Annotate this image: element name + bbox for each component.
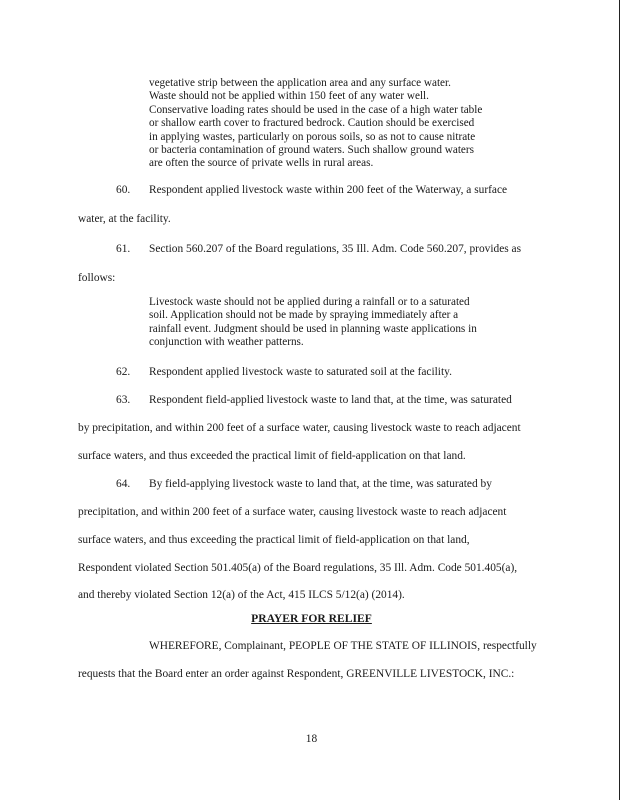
- paragraph-63-text: surface waters, and thus exceeded the practical limit of field-application on that land.: [78, 450, 466, 462]
- paragraph-number-63: 63.: [116, 394, 131, 406]
- page-number: 18: [305, 733, 318, 745]
- page-edge: [619, 0, 620, 800]
- paragraph-61-text: Section 560.207 of the Board regulations, 35 Ill. Adm. Code 560.207, provides as: [149, 243, 522, 255]
- paragraph-number-60: 60.: [116, 184, 131, 196]
- paragraph-64-text: By field-applying livestock waste to land that, at the time, was saturated by: [149, 478, 492, 490]
- paragraph-64-text: Respondent violated Section 501.405(a) of the Board regulations, 35 Ill. Adm. Code 501.405(a),: [78, 562, 518, 574]
- paragraph-64-text: and thereby violated Section 12(a) of the Act, 415 ILCS 5/12(a) (2014).: [78, 589, 405, 601]
- block-quote-saturated-soil: [149, 296, 529, 350]
- quote-line: in applying wastes, particularly on porous soils, so as not to cause nitrate: [149, 130, 476, 143]
- paragraph-62-text: Respondent applied livestock waste to saturated soil at the facility.: [149, 366, 452, 378]
- quote-line: conjunction with weather patterns.: [149, 336, 304, 349]
- quote-line: Conservative loading rates should be used in the case of a high water table: [149, 103, 483, 116]
- quote-line: Waste should not be applied within 150 feet of any water well.: [149, 90, 429, 103]
- paragraph-63-text: Respondent field-applied livestock waste to land that, at the time, was saturated: [149, 394, 512, 406]
- paragraph-64-text: precipitation, and within 200 feet of a surface water, causing livestock waste to reach adjacent: [78, 506, 507, 518]
- paragraph-61-text: follows:: [78, 272, 116, 284]
- block-quote-setback: [149, 77, 529, 171]
- quote-line: vegetative strip between the application area and any surface water.: [149, 77, 451, 89]
- quote-line: or shallow earth cover to fractured bedrock. Caution should be exercised: [149, 117, 475, 130]
- prayer-text: WHEREFORE, Complainant, PEOPLE OF THE STATE OF ILLINOIS, respectfully: [149, 640, 537, 652]
- prayer-text: requests that the Board enter an order against Respondent, GREENVILLE LIVESTOCK, INC.:: [78, 668, 515, 680]
- quote-line: rainfall event. Judgment should be used in planning waste applications in: [149, 322, 477, 335]
- paragraph-number-62: 62.: [116, 366, 131, 378]
- section-heading-prayer-for-relief: PRAYER FOR RELIEF: [251, 612, 372, 625]
- paragraph-number-64: 64.: [116, 478, 131, 490]
- paragraph-60-text: Respondent applied livestock waste within 200 feet of the Waterway, a surface: [149, 184, 508, 196]
- quote-line: Livestock waste should not be applied during a rainfall or to a saturated: [149, 296, 470, 308]
- paragraph-64-text: surface waters, and thus exceeding the practical limit of field-application on that land,: [78, 534, 470, 546]
- quote-line: soil. Application should not be made by spraying immediately after a: [149, 309, 459, 322]
- paragraph-60-text: water, at the facility.: [78, 213, 171, 225]
- quote-line: or bacteria contamination of ground waters. Such shallow ground waters: [149, 144, 474, 157]
- quote-line: are often the source of private wells in rural areas.: [149, 157, 374, 170]
- paragraph-number-61: 61.: [116, 243, 131, 255]
- paragraph-63-text: by precipitation, and within 200 feet of a surface water, causing livestock waste to reach adjacent: [78, 422, 521, 434]
